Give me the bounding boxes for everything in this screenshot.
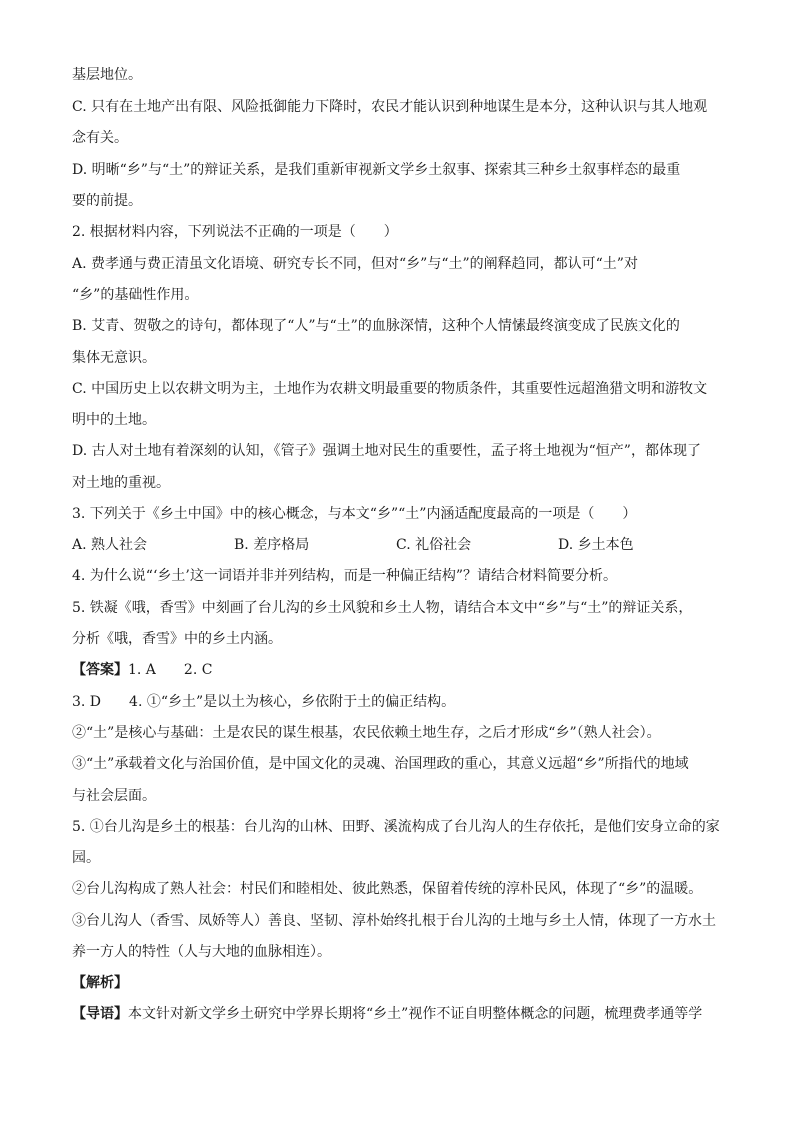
text-line: A. 费孝通与费正清虽文化语境、研究专长不同，但对“乡”与“土”的阐释趋同，都认可“土”对 bbox=[72, 256, 638, 272]
option-d: D. 乡土本色 bbox=[558, 537, 634, 553]
question-2: 2. 根据材料内容，下列说法不正确的一项是（ ） bbox=[72, 224, 398, 240]
text-line: D. 古人对土地有着深刻的认知，《管子》强调土地对民生的重要性，孟子将土地视为“恒产”，都体现了 bbox=[72, 443, 701, 459]
text-line: “乡”的基础性作用。 bbox=[72, 287, 199, 303]
question-5: 5. 铁凝《哦，香雪》中刻画了台儿沟的乡土风貌和乡土人物，请结合本文中“乡”与“土”的辩证关系， bbox=[72, 600, 693, 616]
text-line: 对土地的重视。 bbox=[72, 475, 170, 491]
text-line: 与社会层面。 bbox=[72, 788, 156, 804]
text-line: 3. D 4. ①“乡土”是以土为核心，乡依附于土的偏正结构。 bbox=[72, 694, 456, 710]
text-line: ③台儿沟人（香雪、凤娇等人）善良、坚韧、淳朴始终扎根于台儿沟的土地与乡土人情，体现了一方水土 bbox=[72, 913, 716, 929]
text-line: ③“土”承载着文化与治国价值，是中国文化的灵魂、治国理政的重心，其意义远超“乡”所指代的地域 bbox=[72, 756, 689, 772]
text-line: ②“土”是核心与基础：土是农民的谋生根基，农民依赖土地生存，之后才形成“乡”（熟人社会）。 bbox=[72, 725, 661, 741]
option-a: A. 熟人社会 bbox=[72, 537, 148, 553]
text-line: D. 明晰“乡”与“土”的辩证关系，是我们重新审视新文学乡土叙事、探索其三种乡土叙事样态的最重 bbox=[72, 162, 681, 178]
answer-text: 1. A 2. C bbox=[128, 662, 213, 678]
text-line: 养一方人的特性（人与大地的血脉相连）。 bbox=[72, 944, 331, 960]
text-line: 分析《哦，香雪》中的乡土内涵。 bbox=[72, 631, 282, 647]
text-line: 念有关。 bbox=[72, 130, 128, 146]
text-line: ②台儿沟构成了熟人社会：村民们和睦相处、彼此熟悉，保留着传统的淳朴民风，体现了“乡”的温暖。 bbox=[72, 881, 703, 897]
text-line: 5. ①台儿沟是乡土的根基：台儿沟的山林、田野、溪流构成了台儿沟人的生存依托，是他们安身立命的家 bbox=[72, 819, 720, 835]
text-line: 园。 bbox=[72, 850, 100, 866]
analysis-label: 【解析】 bbox=[72, 975, 128, 991]
text-line: 要的前提。 bbox=[72, 193, 142, 209]
text-line: 基层地位。 bbox=[72, 67, 142, 83]
option-c: C. 礼俗社会 bbox=[396, 537, 472, 553]
question-3-options bbox=[72, 535, 722, 555]
text-line: C. 只有在土地产出有限、风险抵御能力下降时，农民才能认识到种地谋生是本分，这种认识与其人地观 bbox=[72, 99, 708, 115]
guide-label: 【导语】 bbox=[72, 1006, 128, 1022]
text-line: 明中的土地。 bbox=[72, 412, 156, 428]
question-3: 3. 下列关于《乡土中国》中的核心概念，与本文“乡”“土”内涵适配度最高的一项是（ ） bbox=[72, 506, 637, 522]
text-line: C. 中国历史上以农耕文明为主，土地作为农耕文明最重要的物质条件，其重要性远超渔猎文明和游牧文 bbox=[72, 381, 708, 397]
answer-label: 【答案】 bbox=[72, 662, 128, 678]
question-4: 4. 为什么说“‘乡土’这一词语并非并列结构，而是一种偏正结构”？请结合材料简要分析。 bbox=[72, 568, 618, 584]
answer-line bbox=[72, 660, 722, 680]
guide-line bbox=[72, 1004, 722, 1024]
text-line: B. 艾青、贺敬之的诗句，都体现了“人”与“土”的血脉深情，这种个人情愫最终演变成了民族文化的 bbox=[72, 318, 680, 334]
option-b: B. 差序格局 bbox=[234, 537, 310, 553]
guide-text: 本文针对新文学乡土研究中学界长期将“乡土”视作不证自明整体概念的问题，梳理费孝通等学 bbox=[128, 1006, 703, 1022]
text-line: 集体无意识。 bbox=[72, 350, 156, 366]
